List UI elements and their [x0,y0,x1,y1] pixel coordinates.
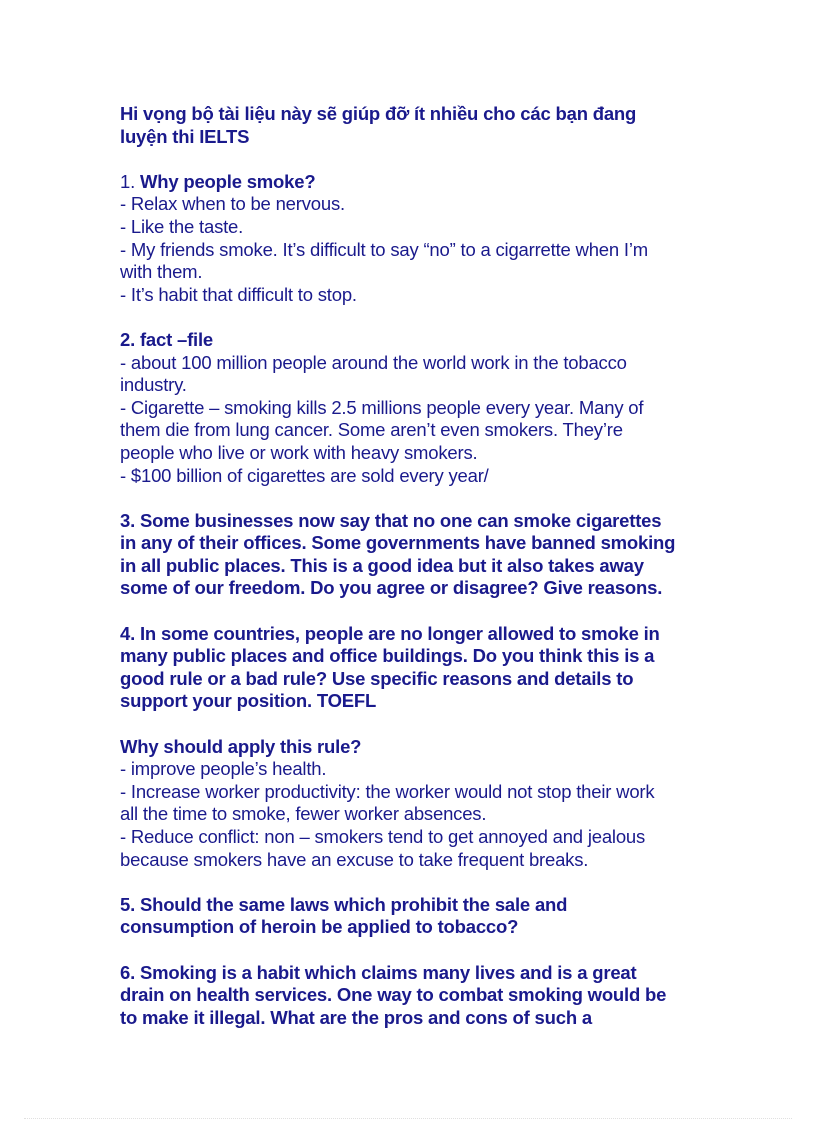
list-item: - Reduce conflict: non – smokers tend to get annoyed and jealous [120,826,646,847]
intro-paragraph [120,103,720,148]
question-line: in all public places. This is a good idea but it also takes away [120,554,644,576]
question-line: support your position. TOEFL [120,690,377,712]
document-content [120,103,720,1052]
list-item: - Cigarette – smoking kills 2.5 millions people every year. Many of [120,396,644,418]
question-line: 6. Smoking is a habit which claims many lives and is a great [120,961,637,983]
list-item: - Increase worker productivity: the worker would not stop their work [120,780,655,802]
question-line: many public places and office buildings. Do you think this is a [120,645,655,667]
list-item: people who live or work with heavy smokers. [120,441,478,463]
list-item: - $100 billion of cigarettes are sold every year/ [120,464,489,486]
list-item: - about 100 million people around the world work in the tobacco [120,351,627,373]
list-item: all the time to smoke, fewer worker absences. [120,803,487,825]
question-line: 4. In some countries, people are no longer allowed to smoke in [120,622,660,644]
question-line: in any of their offices. Some governments have banned smoking [120,532,676,554]
intro-line: Hi vọng bộ tài liệu này sẽ giúp đỡ ít nhiều cho các bạn đang [120,103,637,124]
question-line: 3. Some businesses now say that no one can smoke cigarettes [120,509,662,531]
question-line: to make it illegal. What are the pros and cons of such a [120,1006,592,1028]
question-line: some of our freedom. Do you agree or disagree? Give reasons. [120,577,663,599]
list-item: - My friends smoke. It’s difficult to say “no” to a cigarrette when I’m [120,238,648,260]
intro-line: luyện thi IELTS [120,125,250,147]
list-item: industry. [120,374,187,396]
list-item: with them. [120,261,203,283]
question-line: consumption of heroin be applied to tobacco? [120,916,519,938]
list-item: - It’s habit that difficult to stop. [120,283,357,305]
section-heading: Why should apply this rule? [120,735,362,757]
question-line: drain on health services. One way to combat smoking would be [120,984,667,1006]
question-4 [120,623,720,713]
section-number: 1. [120,170,136,192]
question-3 [120,510,720,600]
list-item: - Like the taste. [120,215,244,237]
section-title: Why people smoke? [135,170,316,192]
section-why-people-smoke [120,171,720,307]
section-why-apply-rule [120,736,720,872]
list-item: because smokers have an excuse to take frequent breaks. [120,848,589,870]
list-item: - Relax when to be nervous. [120,193,345,215]
section-heading [120,171,720,194]
question-6 [120,962,720,1030]
list-item: - improve people’s health. [120,758,327,780]
question-line: 5. Should the same laws which prohibit the sale and [120,893,568,915]
section-heading: 2. fact –file [120,328,214,350]
question-line: good rule or a bad rule? Use specific reasons and details to [120,667,634,689]
list-item: them die from lung cancer. Some aren’t even smokers. They’re [120,419,623,441]
page-bottom-divider [24,1118,792,1119]
section-fact-file [120,329,720,487]
question-5 [120,894,720,939]
